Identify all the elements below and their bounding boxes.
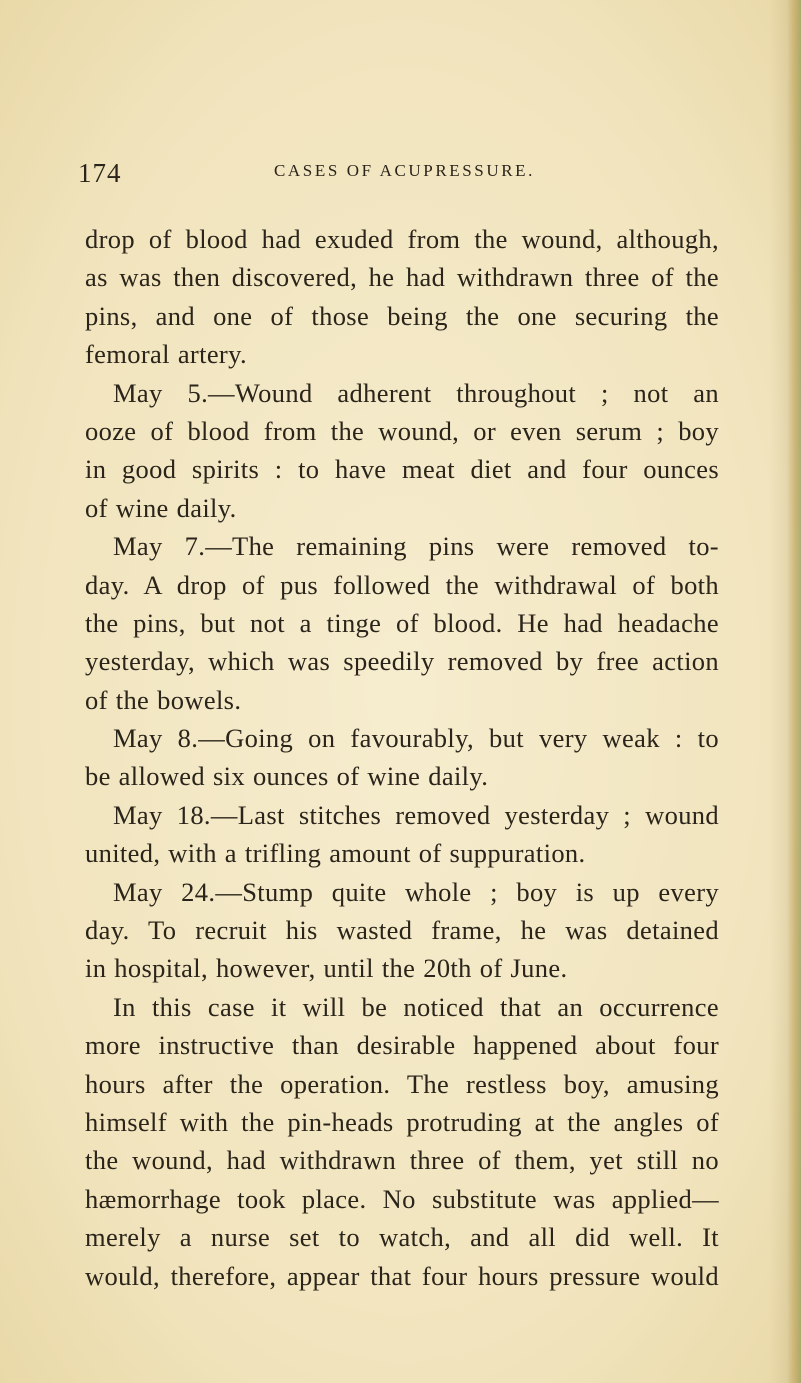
running-head <box>78 158 721 198</box>
text-line: ooze of blood from the wound, or even serum ; boy <box>85 415 719 446</box>
text-line: more instructive than desirable happened about four <box>85 1030 719 1061</box>
text-line: pins, and one of those being the one securing the <box>85 300 719 331</box>
text-line: hours after the operation. The restless boy, amusing <box>85 1068 719 1099</box>
text-line: May 7.—The remaining pins were removed to- <box>113 531 719 562</box>
text-line: the wound, had withdrawn three of them, yet still no <box>85 1145 719 1176</box>
page-edge-shadow <box>787 0 801 1383</box>
text-line: May 5.—Wound adherent throughout ; not an <box>113 377 719 408</box>
text-line: would, therefore, appear that four hours pressure would <box>85 1260 719 1291</box>
text-line: of the bowels. <box>85 684 242 715</box>
body-text <box>85 220 719 1295</box>
text-line: himself with the pin-heads protruding at the angles of <box>85 1106 719 1137</box>
text-line: May 18.—Last stitches removed yesterday ; wound <box>113 799 719 830</box>
text-line: May 24.—Stump quite whole ; boy is up every <box>113 876 719 907</box>
running-title: CASES OF ACUPRESSURE. <box>273 161 536 180</box>
text-line: femoral artery. <box>85 339 247 370</box>
text-line: be allowed six ounces of wine daily. <box>85 761 489 792</box>
text-line: yesterday, which was speedily removed by free action <box>85 646 719 677</box>
text-line: the pins, but not a tinge of blood. He had headache <box>85 607 719 638</box>
text-line: in good spirits : to have meat diet and four ounces <box>85 454 719 485</box>
text-line: day. A drop of pus followed the withdrawal of both <box>85 569 719 600</box>
text-line: in hospital, however, until the 20th of June. <box>85 953 568 984</box>
text-line: In this case it will be noticed that an occurrence <box>113 991 719 1022</box>
text-line: as was then discovered, he had withdrawn three of the <box>85 262 719 293</box>
text-line: day. To recruit his wasted frame, he was detained <box>85 915 719 946</box>
page-number: 174 <box>78 158 122 188</box>
text-line: united, with a trifling amount of suppuration. <box>85 838 586 869</box>
text-line: merely a nurse set to watch, and all did well. It <box>85 1222 719 1253</box>
text-line: of wine daily. <box>85 492 237 523</box>
text-line: May 8.—Going on favourably, but very weak : to <box>113 723 719 754</box>
text-line: hæmorrhage took place. No substitute was applied— <box>85 1183 719 1214</box>
text-line: drop of blood had exuded from the wound, although, <box>85 224 719 254</box>
